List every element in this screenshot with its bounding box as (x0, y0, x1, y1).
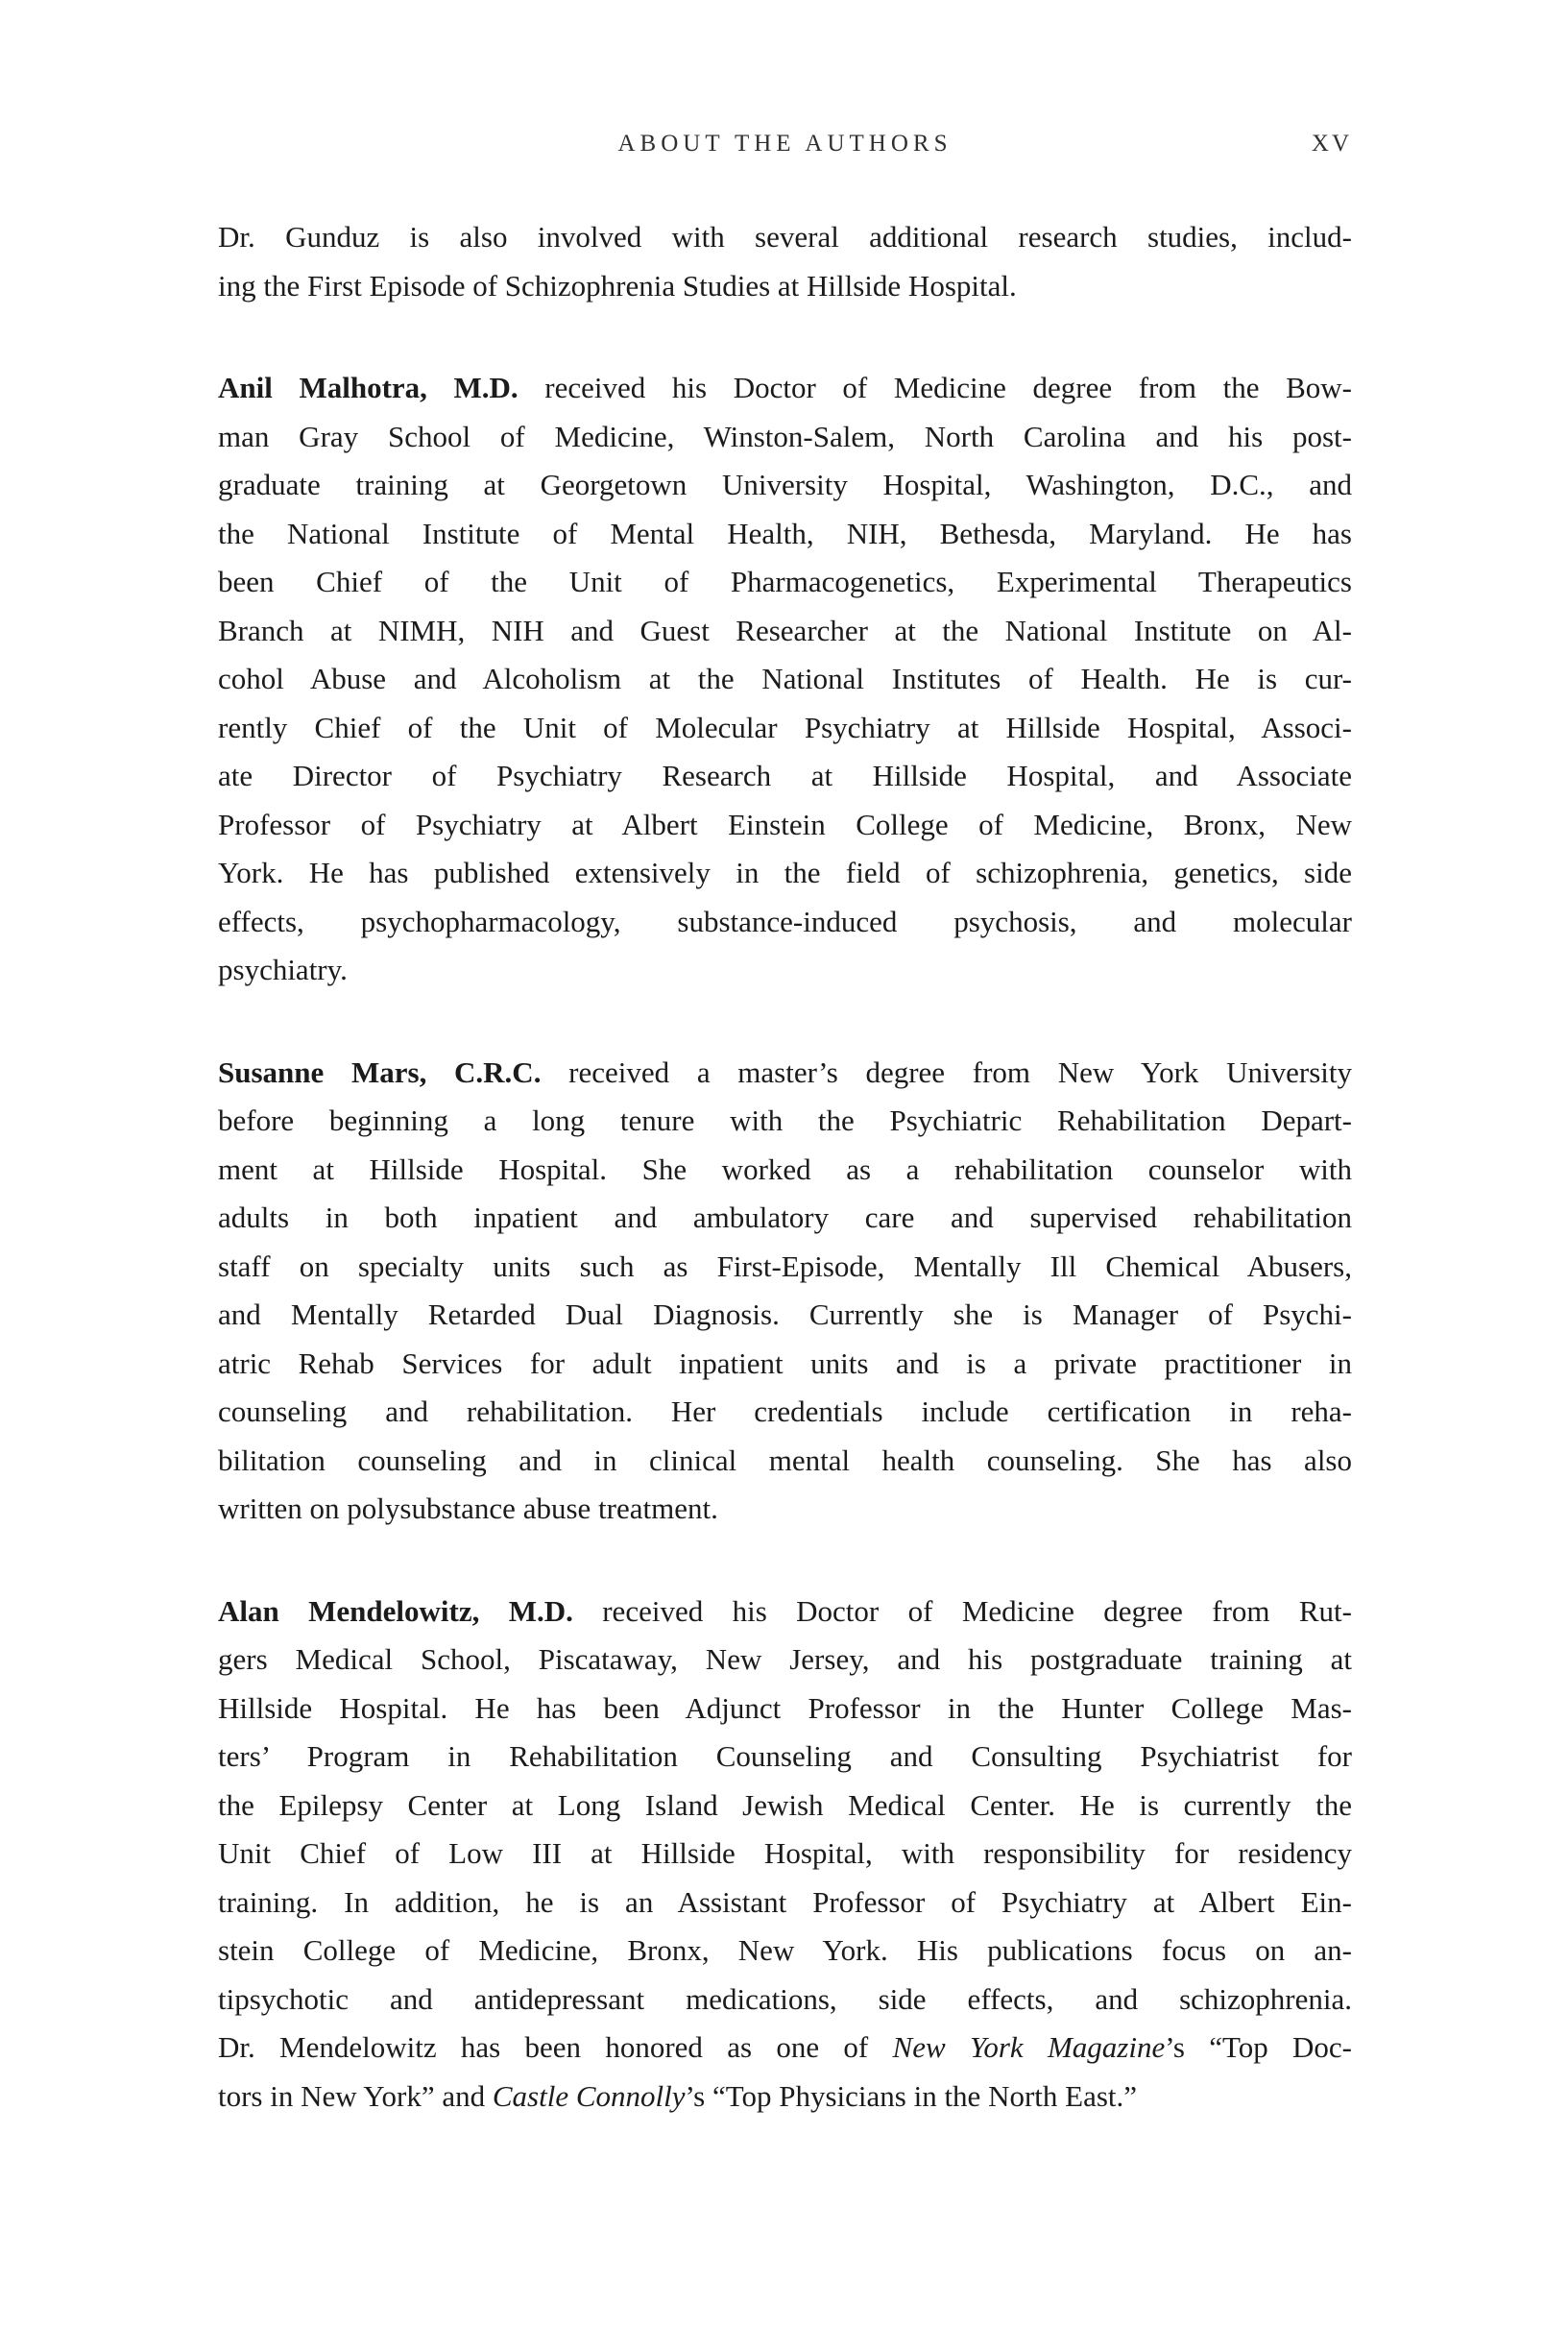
text-line (218, 1636, 1352, 1685)
text-run: atric Rehab Services for adult inpatient units and is a private practitioner in (218, 1346, 1352, 1380)
text-line (218, 510, 1352, 559)
text-run: Dr. Gunduz is also involved with several additional research studies, includ- (218, 220, 1352, 254)
page-number: XV (1311, 131, 1352, 157)
italic-text-run: Castle Connolly (492, 2078, 686, 2113)
text-line (218, 1243, 1352, 1292)
text-run: adults in both inpatient and ambulatory care and supervised rehabilitation (218, 1200, 1352, 1234)
text-line (218, 898, 1352, 947)
text-line (218, 558, 1352, 607)
text-run: gers Medical School, Piscataway, New Jersey, and his postgraduate training at (218, 1642, 1352, 1676)
text-line (218, 1194, 1352, 1243)
text-line (218, 607, 1352, 656)
text-run: stein College of Medicine, Bronx, New York. His publications focus on an- (218, 1933, 1352, 1967)
text-run: psychiatry. (218, 953, 348, 986)
text-run: ters’ Program in Rehabilitation Counseling and Consulting Psychiatrist for (218, 1739, 1352, 1773)
paragraph (218, 213, 1352, 310)
italic-text-run: New York Magazine (892, 2030, 1166, 2064)
running-header (218, 132, 1352, 160)
page-title: ABOUT THE AUTHORS (617, 131, 953, 157)
text-line (218, 1146, 1352, 1195)
paragraph (218, 1049, 1352, 1534)
text-run: York. He has published extensively in the field of schizophrenia, genetics, side (218, 856, 1352, 889)
text-line (218, 262, 1352, 311)
text-line (218, 461, 1352, 510)
text-run: counseling and rehabilitation. Her credentials include certification in reha- (218, 1394, 1352, 1428)
text-run: bilitation counseling and in clinical mental health counseling. She has also (218, 1443, 1352, 1477)
text-run: tipsychotic and antidepressant medications, side effects, and schizophrenia. (218, 1981, 1352, 2016)
text-line (218, 704, 1352, 753)
text-run: before beginning a long tenure with the Psychiatric Rehabilitation Depart- (218, 1103, 1352, 1137)
text-run: effects, psychopharmacology, substance-induced psychosis, and molecular (218, 904, 1352, 938)
text-line (218, 213, 1352, 262)
text-run: Hillside Hospital. He has been Adjunct Professor in the Hunter College Mas- (218, 1690, 1352, 1725)
text-line (218, 1291, 1352, 1340)
text-run: rently Chief of the Unit of Molecular Psychiatry at Hillside Hospital, Associ- (218, 710, 1352, 744)
text-line (218, 1388, 1352, 1437)
text-line (218, 413, 1352, 462)
author-name: Anil Malhotra, M.D. (218, 371, 519, 404)
text-line (218, 364, 1352, 413)
text-run: tors in New York” and (218, 2078, 493, 2113)
text-run: training. In addition, he is an Assistant Professor of Psychiatry at Albert Ein- (218, 1884, 1352, 1919)
text-run: staff on specialty units such as First-Episode, Mentally Ill Chemical Abusers, (218, 1249, 1352, 1283)
text-run: received his Doctor of Medicine degree from Rut- (572, 1593, 1352, 1628)
text-line (218, 2073, 1352, 2122)
text-line (218, 1685, 1352, 1734)
text-run: Dr. Mendelowitz has been honored as one of (218, 2030, 893, 2064)
text-run: received a master’s degree from New York University (541, 1055, 1352, 1089)
author-name: Susanne Mars, C.R.C. (218, 1055, 542, 1089)
text-line (218, 849, 1352, 898)
text-line (218, 1976, 1352, 2025)
text-run: and Mentally Retarded Dual Diagnosis. Currently she is Manager of Psychi- (218, 1297, 1352, 1331)
text-run: man Gray School of Medicine, Winston-Salem, North Carolina and his post- (218, 419, 1352, 453)
text-line (218, 1830, 1352, 1879)
text-run: ’s “Top Doc- (1165, 2030, 1352, 2064)
text-run: cohol Abuse and Alcoholism at the National Institutes of Health. He is cur- (218, 662, 1352, 695)
text-run: ment at Hillside Hospital. She worked as a rehabilitation counselor with (218, 1152, 1352, 1186)
text-run: been Chief of the Unit of Pharmacogenetics, Experimental Therapeutics (218, 565, 1352, 598)
text-run: ’s “Top Physicians in the North East.” (685, 2078, 1138, 2113)
text-run: Branch at NIMH, NIH and Guest Researcher at the National Institute on Al- (218, 613, 1352, 647)
text-line (218, 1782, 1352, 1831)
text-run: ate Director of Psychiatry Research at Hillside Hospital, and Associate (218, 759, 1352, 792)
text-line (218, 1049, 1352, 1098)
text-line (218, 1879, 1352, 1928)
text-run: graduate training at Georgetown University Hospital, Washington, D.C., and (218, 468, 1352, 501)
text-line (218, 1437, 1352, 1486)
text-run: the Epilepsy Center at Long Island Jewish Medical Center. He is currently the (218, 1787, 1352, 1822)
text-run: written on polysubstance abuse treatment. (218, 1491, 718, 1525)
page-body (218, 213, 1352, 2121)
text-run: Professor of Psychiatry at Albert Einstein College of Medicine, Bronx, New (218, 807, 1352, 841)
text-run: Unit Chief of Low III at Hillside Hospital, with responsibility for residency (218, 1836, 1352, 1870)
text-line (218, 1588, 1352, 1637)
text-line (218, 1340, 1352, 1389)
text-line (218, 946, 1352, 995)
paragraph (218, 1588, 1352, 2122)
text-run: received his Doctor of Medicine degree from the Bow- (518, 371, 1352, 404)
text-run: ing the First Episode of Schizophrenia Studies at Hillside Hospital. (218, 268, 1017, 303)
text-line (218, 1927, 1352, 1976)
text-run: the National Institute of Mental Health, NIH, Bethesda, Maryland. He has (218, 516, 1352, 550)
text-line (218, 2024, 1352, 2073)
paragraph (218, 364, 1352, 995)
text-line (218, 1097, 1352, 1146)
text-line (218, 655, 1352, 704)
author-name: Alan Mendelowitz, M.D. (218, 1593, 573, 1628)
text-line (218, 1485, 1352, 1534)
text-line (218, 752, 1352, 801)
text-line (218, 1733, 1352, 1782)
text-line (218, 801, 1352, 850)
